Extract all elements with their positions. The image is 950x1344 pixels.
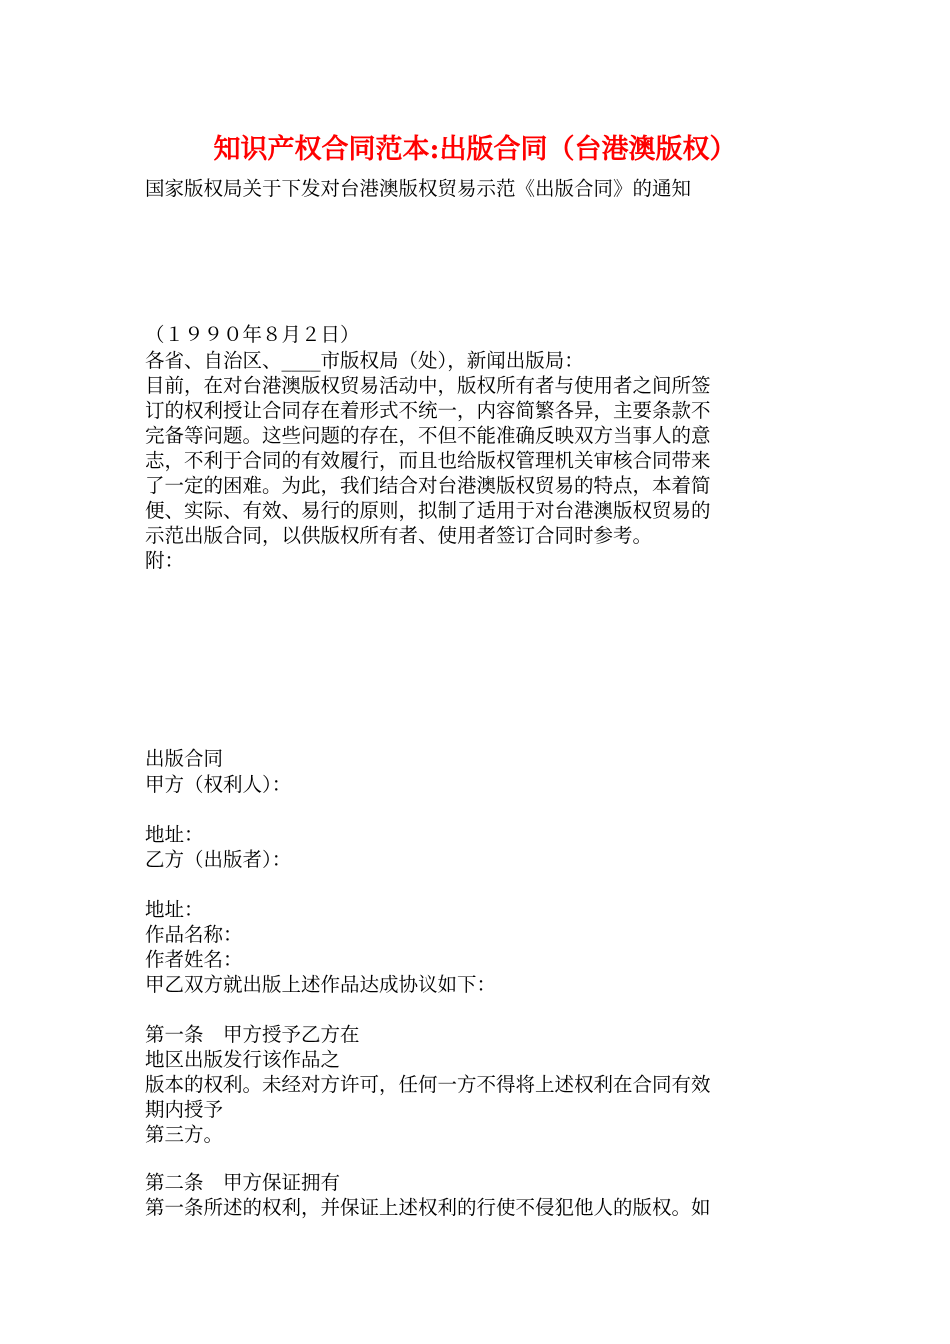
party-a-label: 甲方（权利人）：	[145, 773, 292, 796]
address-a-label: 地址：	[145, 823, 204, 846]
document-title: 知识产权合同范本:出版合同（台港澳版权）	[213, 134, 737, 165]
article-1-line: 第一条 甲方授予乙方在	[145, 1023, 360, 1046]
agreement-intro: 甲乙双方就出版上述作品达成协议如下：	[145, 973, 497, 996]
notice-subtitle: 国家版权局关于下发对台港澳版权贸易示范《出版合同》的通知	[145, 177, 692, 200]
notice-body-line: 完备等问题。这些问题的存在，不但不能准确反映双方当事人的意	[145, 424, 711, 447]
article-1-line: 版本的权利。未经对方许可，任何一方不得将上述权利在合同有效	[145, 1073, 711, 1096]
notice-addressee: 各省、自治区、____市版权局（处），新闻出版局：	[145, 349, 584, 372]
work-name-label: 作品名称：	[145, 923, 243, 946]
article-2-line: 第二条 甲方保证拥有	[145, 1171, 341, 1194]
article-1-line: 期内授予	[145, 1098, 224, 1121]
article-1-line: 地区出版发行该作品之	[145, 1048, 341, 1071]
attachment-label: 附：	[145, 549, 185, 572]
article-2-line: 第一条所述的权利，并保证上述权利的行使不侵犯他人的版权。如	[145, 1196, 711, 1219]
article-1-line: 第三方。	[145, 1123, 224, 1146]
author-name-label: 作者姓名：	[145, 948, 243, 971]
notice-body-line: 目前，在对台港澳版权贸易活动中，版权所有者与使用者之间所签	[145, 374, 711, 397]
notice-body-line: 示范出版合同，以供版权所有者、使用者签订合同时参考。	[145, 524, 653, 547]
notice-date: （１９９０年８月２日）	[145, 323, 360, 346]
notice-body-line: 了一定的困难。为此，我们结合对台港澳版权贸易的特点，本着简	[145, 474, 711, 497]
notice-body-line: 志，不利于合同的有效履行，而且也给版权管理机关审核合同带来	[145, 449, 711, 472]
notice-body-line: 订的权利授让合同存在着形式不统一，内容简繁各异，主要条款不	[145, 399, 711, 422]
notice-body-line: 便、实际、有效、易行的原则，拟制了适用于对台港澳版权贸易的	[145, 499, 711, 522]
party-b-label: 乙方（出版者）：	[145, 848, 292, 871]
contract-heading: 出版合同	[145, 747, 224, 770]
address-b-label: 地址：	[145, 898, 204, 921]
